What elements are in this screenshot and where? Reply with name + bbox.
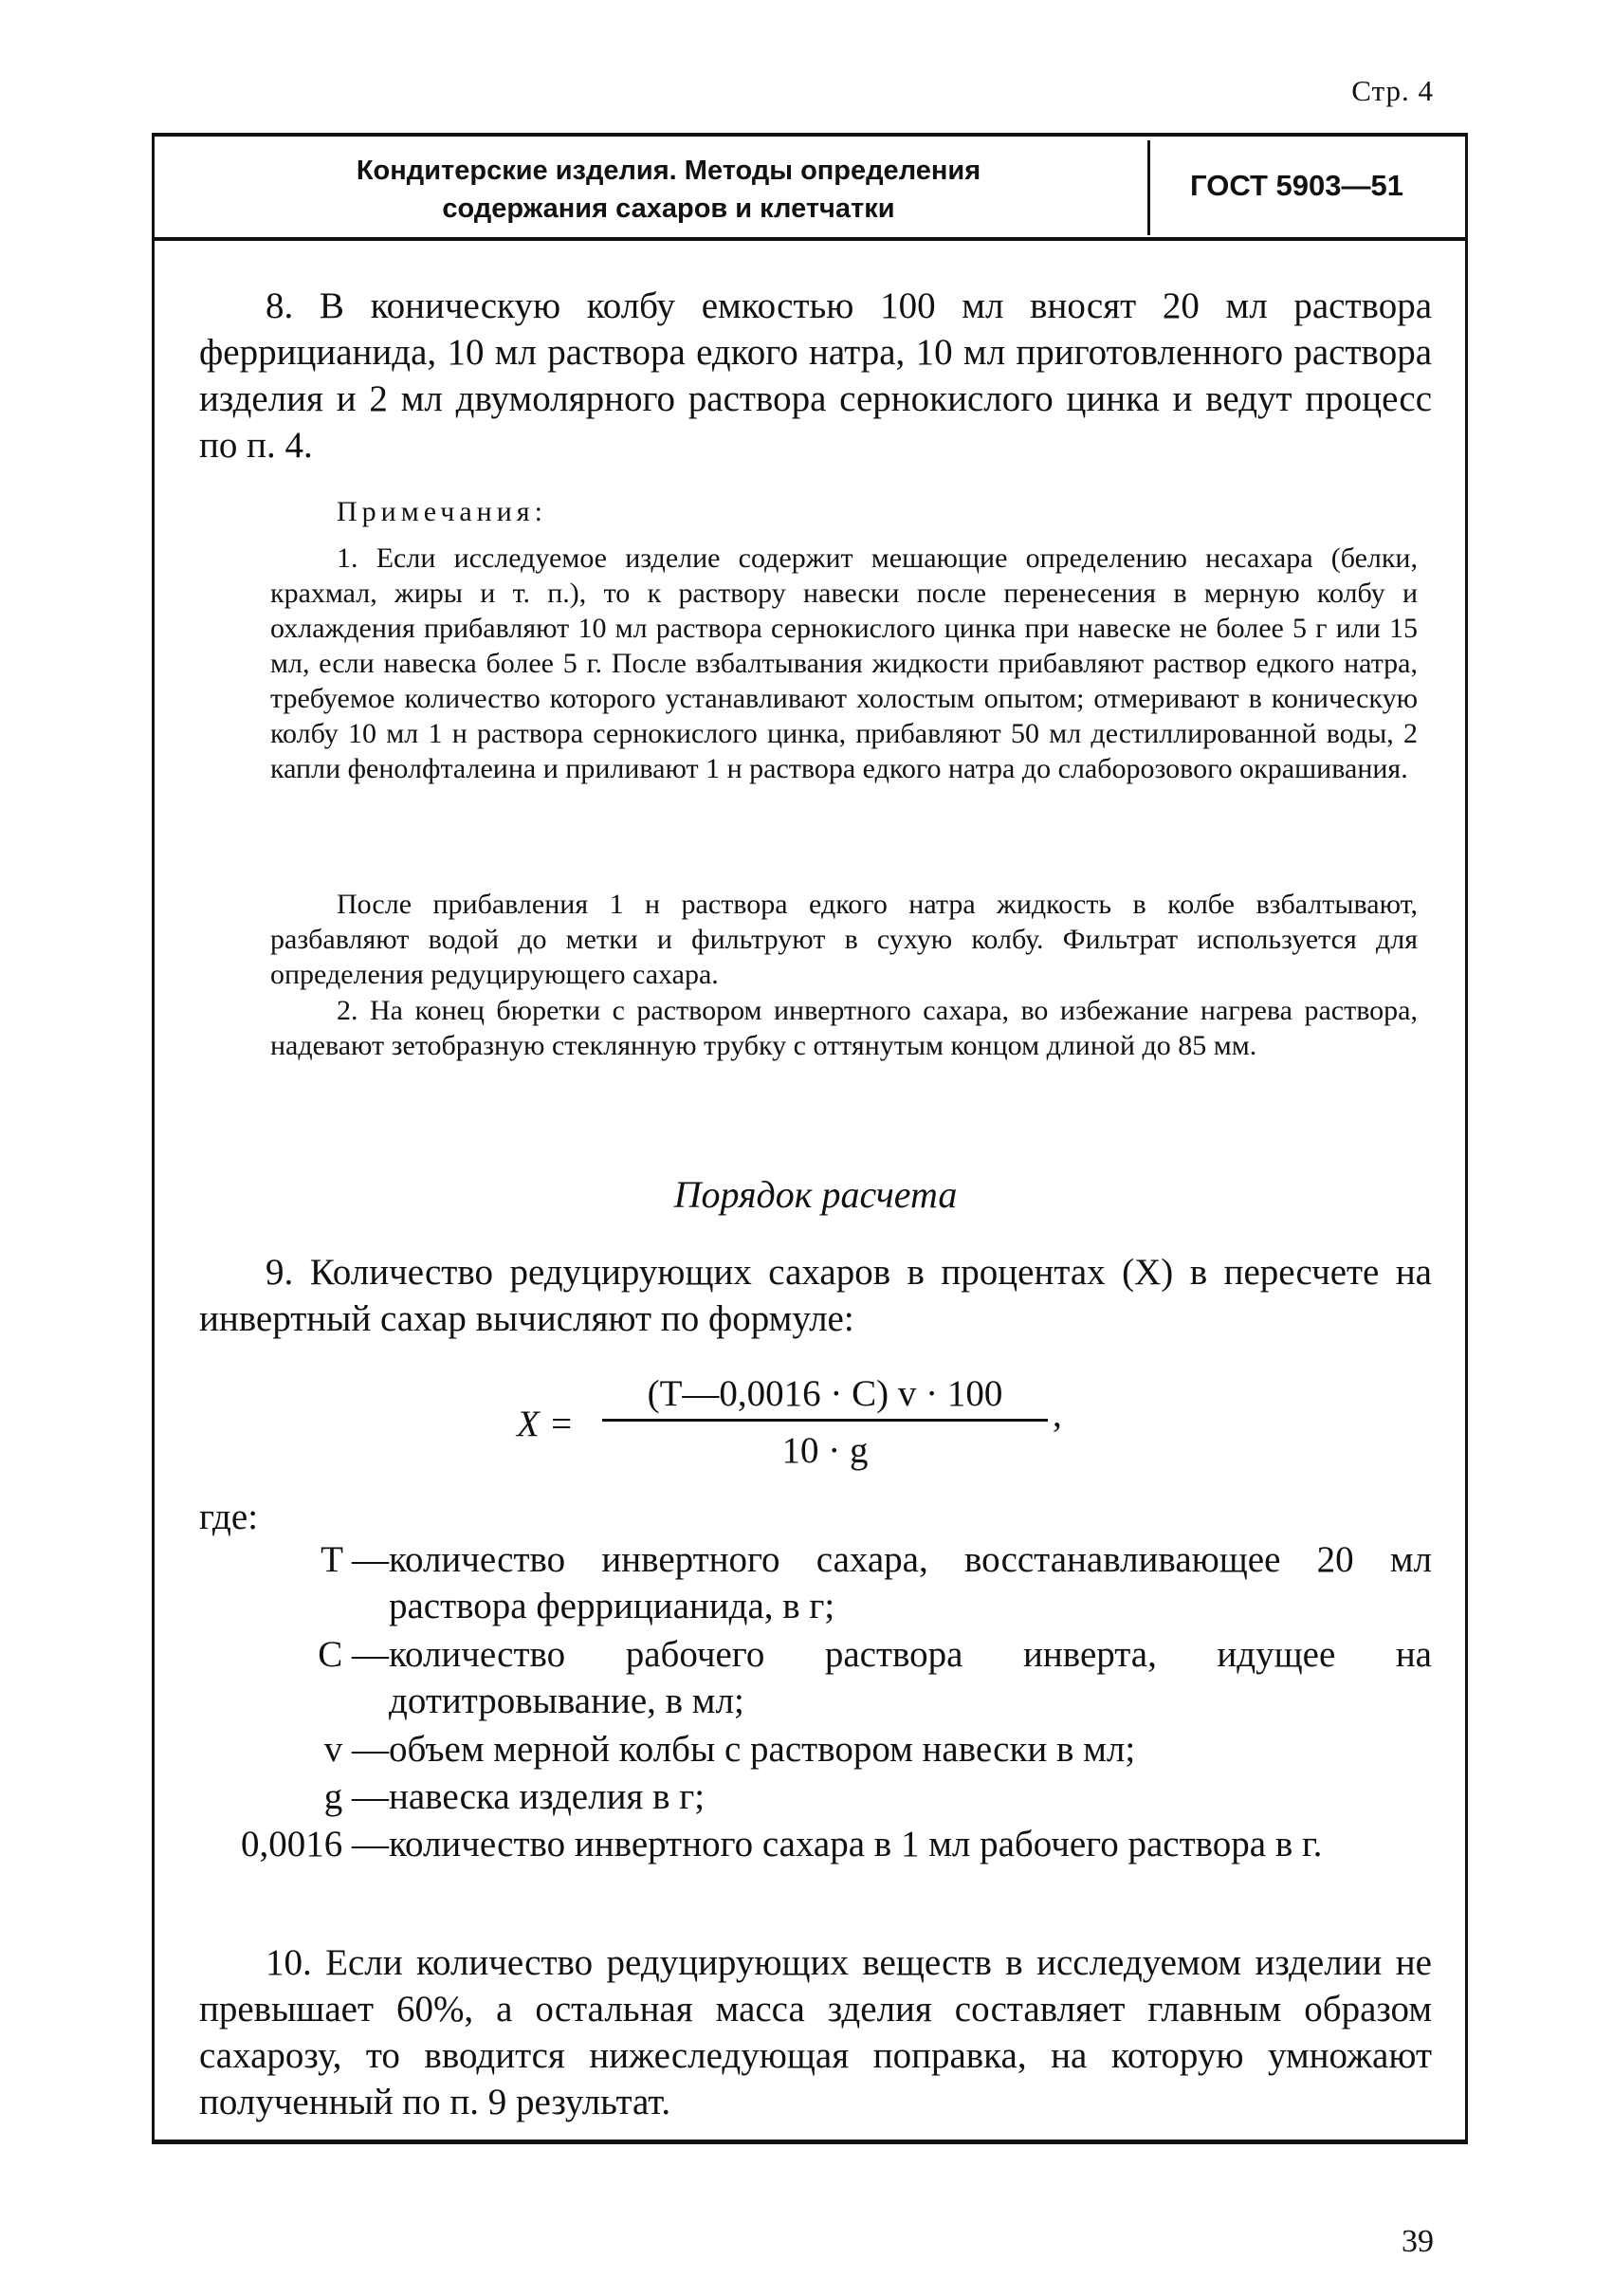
definition-text: навеска изделия в г; <box>389 1776 706 1817</box>
bottom-rule <box>152 2140 1468 2144</box>
header-title-line1: Кондитерские изделия. Методы определения <box>356 156 981 186</box>
definition-symbol: 0,0016 — <box>241 1824 389 1864</box>
definition-symbol: T — <box>321 1539 389 1580</box>
definition-text: количество инвертного сахара в 1 мл рабочего раствора в г. <box>389 1824 1323 1864</box>
header-bottom-rule <box>152 237 1465 241</box>
left-border <box>152 133 155 2143</box>
definition-t <box>190 1536 1432 1631</box>
formula-fraction-bar <box>602 1419 1048 1422</box>
header-divider <box>1147 140 1150 235</box>
note-1: 1. Если исследуемое изделие содержит мешающие определению несахара (белки, крахмал, жиры и т. п.), то к раствору навески после перенесения в мерную колбу и охлаждения прибавляют 10 мл раствора сернокислого цинка при навеске не более 5 г или 15 мл, если навеска более 5 г. После взбалтывания жидкости прибавляют раствор едкого натра, требуемое количество которого устанавливают холостым опытом; отмеривают в коническую колбу 10 мл 1 н раствора сернокислого цинка, прибавляют 50 мл дестиллированной воды, 2 капли фенолфталеина и приливают 1 н раствора едкого натра до слаборозового окрашивания. <box>270 542 1418 784</box>
section-title: Порядок расчета <box>673 1173 958 1216</box>
note-2: 2. На конец бюретки с раствором инвертного сахара, во избежание нагрева раствора, надевают зетобразную стеклянную трубку с оттянутым концом длиной до 85 мм. <box>270 995 1418 1061</box>
formula-comma: , <box>1053 1394 1062 1435</box>
notes-heading: Примечания: <box>337 496 547 527</box>
formula <box>517 1372 1086 1486</box>
definition-c <box>190 1631 1432 1726</box>
definition-symbol: v — <box>323 1729 389 1770</box>
formula-numerator: (T—0,0016 · C) v · 100 <box>647 1373 1003 1414</box>
definition-text: количество инвертного сахара, восстанавливающее 20 мл раствора феррицианида, в г; <box>389 1539 1432 1626</box>
definition-text: объем мерной колбы с раствором навески в мл; <box>389 1729 1136 1770</box>
formula-denominator: 10 · g <box>781 1430 869 1471</box>
definition-text: количество рабочего раствора инверта, идущее на дотитровывание, в мл; <box>389 1634 1432 1721</box>
note-1-continuation: После прибавления 1 н раствора едкого натра жидкость в колбе взбалтывают, разбавляют водой до метки и фильтруют в сухую колбу. Фильтрат используется для определения редуцирующего сахара. <box>270 889 1418 990</box>
definition-constant <box>190 1821 1432 1916</box>
definition-symbol: g — <box>323 1776 389 1817</box>
right-border <box>1465 133 1468 2143</box>
header-title <box>190 152 1147 228</box>
header-title-line2: содержания сахаров и клетчатки <box>442 193 895 224</box>
definition-symbol: C — <box>318 1634 389 1675</box>
formula-lhs: X = <box>517 1404 574 1444</box>
where-label: где: <box>199 1497 259 1537</box>
paragraph-9: 9. Количество редуцирующих сахаров в процентах (X) в пересчете на инвертный сахар вычисляют по формуле: <box>199 1252 1432 1339</box>
definition-v <box>190 1726 1432 1773</box>
page-number: 39 <box>1402 2224 1434 2259</box>
page-label: Стр. 4 <box>1351 74 1434 107</box>
definition-g <box>190 1773 1432 1821</box>
paragraph-8: 8. В коническую колбу емкостью 100 мл вносят 20 мл раствора феррицианида, 10 мл раствора едкого натра, 10 мл приготовленного раствора изделия и 2 мл двумолярного раствора сернокислого цинка и ведут процесс по п. 4. <box>199 285 1432 466</box>
paragraph-10: 10. Если количество редуцирующих веществ в исследуемом изделии не превышает 60%, а остальная масса зделия составляет главным образом сахарозу, то вводится нижеследующая поправка, на которую умножают полученный по п. 9 результат. <box>199 1942 1432 2122</box>
header-top-rule <box>152 133 1465 137</box>
standard-code: ГОСТ 5903—51 <box>1190 169 1403 202</box>
